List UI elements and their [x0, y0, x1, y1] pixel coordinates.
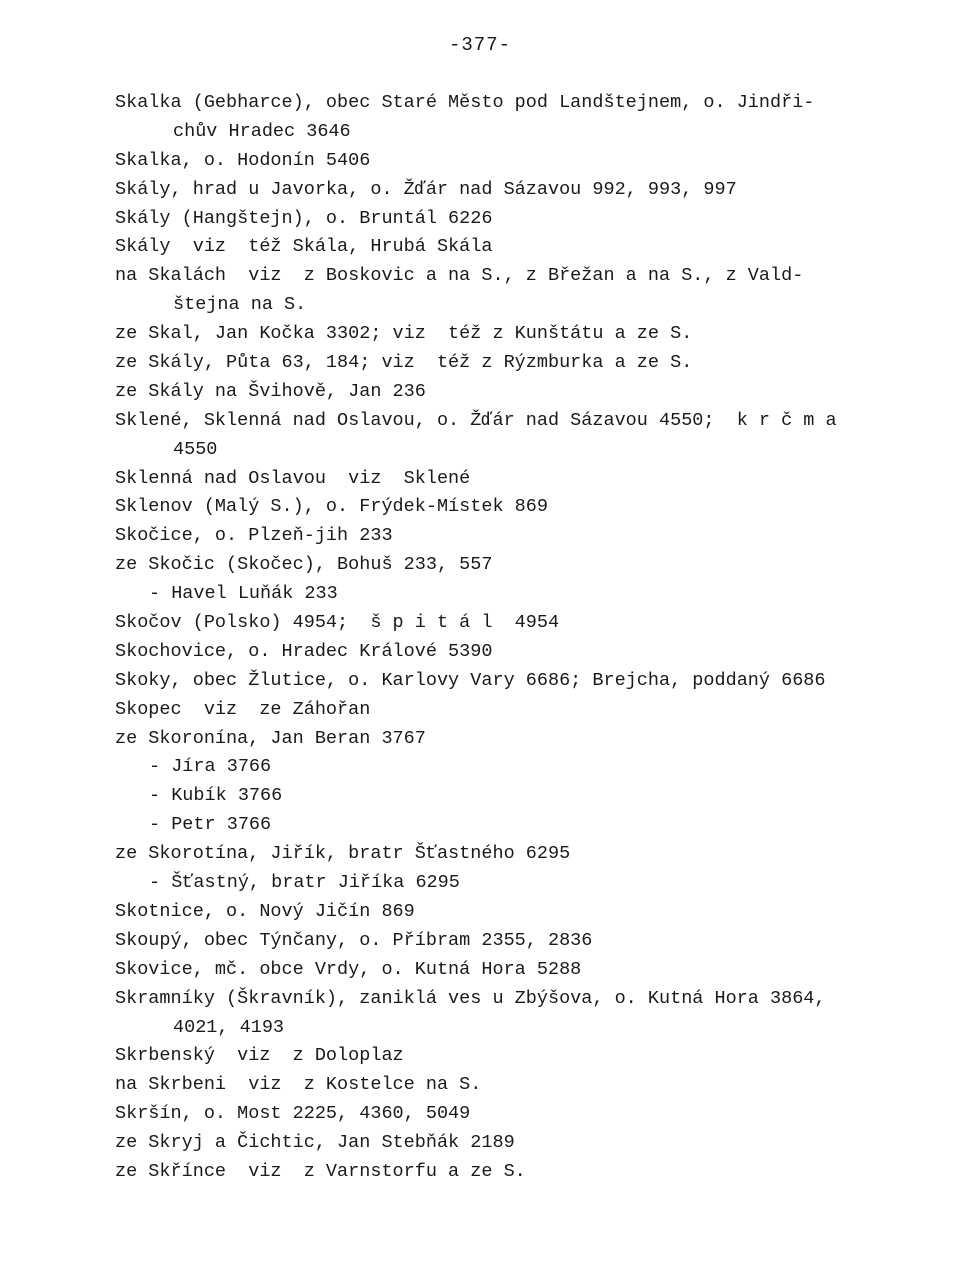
- index-entry-line: ze Skřínce viz z Varnstorfu a ze S.: [115, 1160, 526, 1182]
- index-entry-line: Sklenov (Malý S.), o. Frýdek-Místek 869: [115, 496, 548, 518]
- index-entry-line: ze Skály na Švihově, Jan 236: [115, 380, 426, 402]
- index-entry-line: Skovice, mč. obce Vrdy, o. Kutná Hora 5288: [115, 958, 582, 980]
- index-entry-line: na Skrbeni viz z Kostelce na S.: [115, 1074, 482, 1096]
- index-entry-line: Skoupý, obec Týnčany, o. Příbram 2355, 2836: [115, 929, 593, 951]
- index-subentry-line: - Jíra 3766: [149, 756, 272, 778]
- index-entries: [115, 89, 915, 1187]
- index-entry-line: Skočice, o. Plzeň-jih 233: [115, 525, 393, 547]
- index-continuation-line: štejna na S.: [173, 294, 307, 316]
- index-entry-line: Skrbenský viz z Doloplaz: [115, 1045, 404, 1067]
- index-subentry-line: - Kubík 3766: [149, 785, 283, 807]
- index-entry-line: Skršín, o. Most 2225, 4360, 5049: [115, 1103, 471, 1125]
- index-continuation-line: 4550: [173, 438, 218, 460]
- index-subentry-line: - Petr 3766: [149, 814, 272, 836]
- index-entry-line: Skoky, obec Žlutice, o. Karlovy Vary 6686; Brejcha, poddaný 6686: [115, 669, 826, 691]
- page-number: -377-: [448, 34, 511, 56]
- index-entry-line: ze Skočic (Skočec), Bohuš 233, 557: [115, 554, 493, 576]
- index-subentry-line: - Havel Luňák 233: [149, 583, 338, 605]
- index-entry-line: ze Skal, Jan Kočka 3302; viz též z Kunštátu a ze S.: [115, 323, 693, 345]
- index-entry-line: Skály, hrad u Javorka, o. Žďár nad Sázavou 992, 993, 997: [115, 178, 737, 200]
- index-entry-line: ze Skorotína, Jiřík, bratr Šťastného 6295: [115, 843, 571, 865]
- index-entry-line: ze Skoronína, Jan Beran 3767: [115, 727, 426, 749]
- index-entry-line: ze Skryj a Čichtic, Jan Stebňák 2189: [115, 1132, 515, 1154]
- index-continuation-line: chův Hradec 3646: [173, 120, 351, 142]
- index-entry-line: Skramníky (Škravník), zaniklá ves u Zbýšova, o. Kutná Hora 3864,: [115, 987, 826, 1009]
- index-entry-line: Skály viz též Skála, Hrubá Skála: [115, 236, 493, 258]
- index-entry-line: Sklenná nad Oslavou viz Sklené: [115, 467, 471, 489]
- index-entry-line: Skály (Hangštejn), o. Bruntál 6226: [115, 207, 493, 229]
- index-entry-line: ze Skály, Půta 63, 184; viz též z Rýzmburka a ze S.: [115, 352, 693, 374]
- index-continuation-line: 4021, 4193: [173, 1016, 285, 1038]
- index-entry-line: na Skalách viz z Boskovic a na S., z Břežan a na S., z Vald-: [115, 265, 804, 287]
- index-entry-line: Skotnice, o. Nový Jičín 869: [115, 900, 415, 922]
- index-subentry-line: - Šťastný, bratr Jiříka 6295: [149, 872, 460, 894]
- index-entry-line: Skalka (Gebharce), obec Staré Město pod Landštejnem, o. Jindři-: [115, 92, 815, 113]
- index-entry-line: Skochovice, o. Hradec Králové 5390: [115, 640, 493, 662]
- index-entry-line: Skalka, o. Hodonín 5406: [115, 149, 371, 171]
- index-entry-line: Sklené, Sklenná nad Oslavou, o. Žďár nad Sázavou 4550; k r č m a: [115, 409, 837, 431]
- index-entry-line: Skopec viz ze Záhořan: [115, 698, 371, 720]
- index-entry-line: Skočov (Polsko) 4954; š p i t á l 4954: [115, 612, 560, 634]
